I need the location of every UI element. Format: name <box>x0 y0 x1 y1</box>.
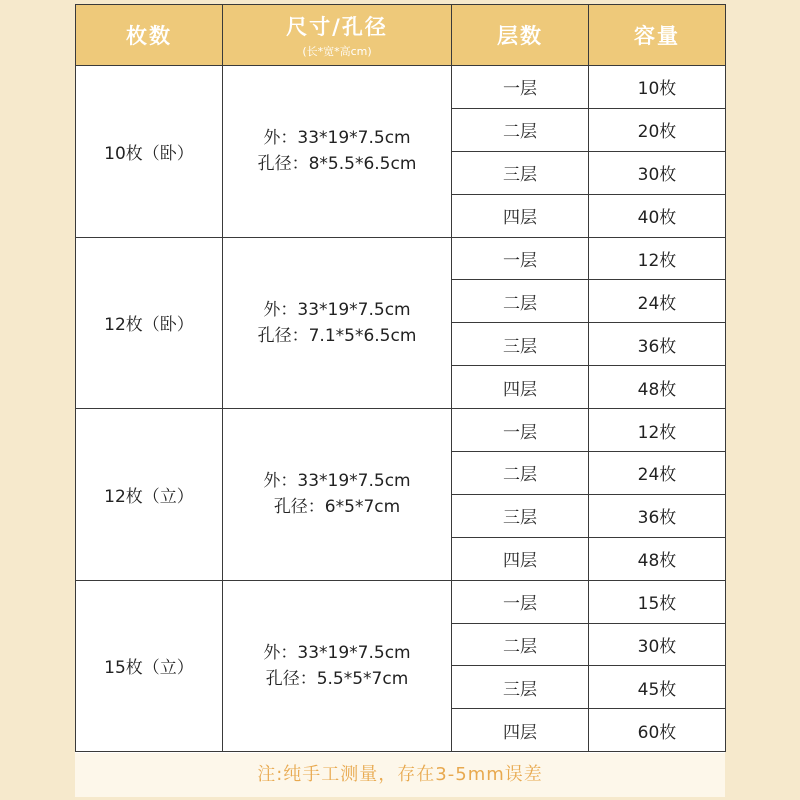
capacity-cell: 40枚 <box>589 194 726 237</box>
layer-cell: 二层 <box>452 623 589 666</box>
header-capacity-label: 容量 <box>634 24 680 48</box>
layer-cell: 一层 <box>452 409 589 452</box>
table-row <box>76 66 726 109</box>
size-cell <box>223 66 452 238</box>
capacity-cell: 45枚 <box>589 666 726 709</box>
hole-size: 孔径：8*5.5*6.5cm <box>257 154 417 175</box>
group-name-cell: 12枚（立） <box>76 409 223 581</box>
spec-table <box>75 4 726 752</box>
layer-cell: 二层 <box>452 108 589 151</box>
group-name-cell: 15枚（立） <box>76 580 223 752</box>
layer-cell: 三层 <box>452 666 589 709</box>
layer-cell: 四层 <box>452 194 589 237</box>
layer-cell: 四层 <box>452 537 589 580</box>
capacity-cell: 10枚 <box>589 66 726 109</box>
header-capacity <box>589 5 726 66</box>
layer-cell: 四层 <box>452 366 589 409</box>
table-row <box>76 409 726 452</box>
capacity-cell: 36枚 <box>589 494 726 537</box>
measurement-note: 注:纯手工测量，存在3-5mm误差 <box>75 753 725 797</box>
capacity-cell: 60枚 <box>589 709 726 752</box>
table-row <box>76 580 726 623</box>
table-header-row <box>76 5 726 66</box>
layer-cell: 一层 <box>452 66 589 109</box>
capacity-cell: 12枚 <box>589 409 726 452</box>
header-size-sublabel: (长*宽*高cm) <box>302 45 372 58</box>
size-cell <box>223 237 452 409</box>
capacity-cell: 30枚 <box>589 151 726 194</box>
capacity-cell: 20枚 <box>589 108 726 151</box>
hole-size: 孔径：7.1*5*6.5cm <box>257 325 417 346</box>
outer-size: 外：33*19*7.5cm <box>263 642 411 663</box>
header-layers <box>452 5 589 66</box>
layer-cell: 四层 <box>452 709 589 752</box>
header-size-label: 尺寸/孔径 <box>286 15 388 39</box>
outer-size: 外：33*19*7.5cm <box>263 471 411 492</box>
capacity-cell: 48枚 <box>589 366 726 409</box>
capacity-cell: 30枚 <box>589 623 726 666</box>
group-name-cell: 12枚（卧） <box>76 237 223 409</box>
header-count-label: 枚数 <box>126 24 172 48</box>
size-cell <box>223 409 452 581</box>
capacity-cell: 15枚 <box>589 580 726 623</box>
table-row <box>76 237 726 280</box>
capacity-cell: 12枚 <box>589 237 726 280</box>
outer-size: 外：33*19*7.5cm <box>263 299 411 320</box>
layer-cell: 二层 <box>452 280 589 323</box>
header-size <box>223 5 452 66</box>
capacity-cell: 48枚 <box>589 537 726 580</box>
group-name-cell: 10枚（卧） <box>76 66 223 238</box>
layer-cell: 一层 <box>452 237 589 280</box>
layer-cell: 二层 <box>452 452 589 495</box>
hole-size: 孔径：5.5*5*7cm <box>265 668 409 689</box>
hole-size: 孔径：6*5*7cm <box>273 497 401 518</box>
layer-cell: 三层 <box>452 151 589 194</box>
size-cell <box>223 580 452 752</box>
header-layers-label: 层数 <box>497 24 543 48</box>
capacity-cell: 24枚 <box>589 280 726 323</box>
outer-size: 外：33*19*7.5cm <box>263 128 411 149</box>
capacity-cell: 36枚 <box>589 323 726 366</box>
layer-cell: 三层 <box>452 494 589 537</box>
capacity-cell: 24枚 <box>589 452 726 495</box>
layer-cell: 三层 <box>452 323 589 366</box>
header-count <box>76 5 223 66</box>
layer-cell: 一层 <box>452 580 589 623</box>
